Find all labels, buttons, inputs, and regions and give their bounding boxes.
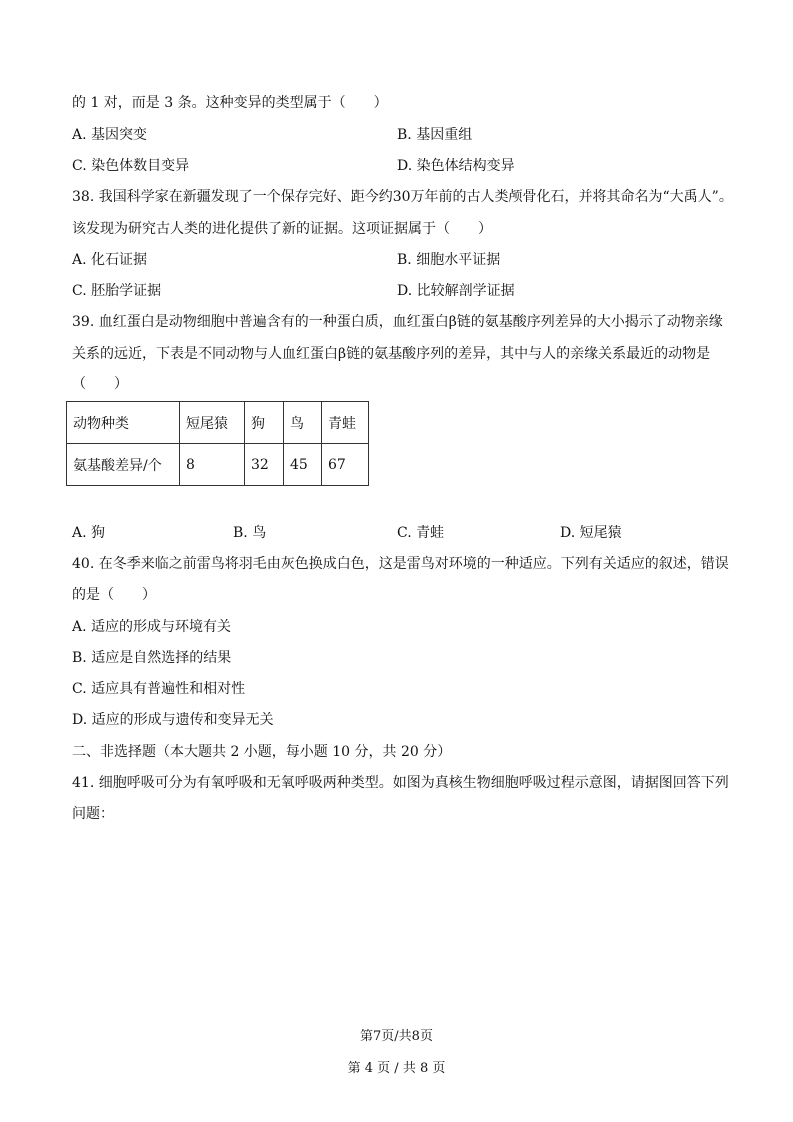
- q40-option-c: C. 适应具有普遍性和相对性: [72, 681, 246, 697]
- page-footer-inner: 第7页/共8页: [360, 1029, 433, 1044]
- q39-option-a: A. 狗: [72, 525, 106, 541]
- q39-text-1: 39. 血红蛋白是动物细胞中普遍含有的一种蛋白质，血红蛋白β链的氨基酸序列差异的大小揭示了动物亲缘: [72, 314, 723, 330]
- q40-text-1: 40. 在冬季来临之前雷鸟将羽毛由灰色换成白色，这是雷鸟对环境的一种适应。下列有关适应的叙述，错误: [72, 556, 729, 572]
- q40-option-d: D. 适应的形成与遗传和变异无关: [72, 712, 274, 728]
- amino-acid-table: [66, 401, 369, 486]
- table-row: [67, 444, 369, 486]
- q40-text-2: 的是（ ）: [72, 587, 156, 603]
- table-cell: 8: [180, 444, 245, 486]
- table-cell: 氨基酸差异/个: [67, 444, 180, 486]
- q38-option-a: A. 化石证据: [72, 252, 148, 268]
- table-cell: 狗: [245, 402, 284, 444]
- q39-option-c: C. 青蛙: [397, 525, 445, 541]
- q40-option-a: A. 适应的形成与环境有关: [72, 619, 232, 635]
- q38-text-2: 该发现为研究古人类的进化提供了新的证据。这项证据属于（ ）: [72, 221, 492, 237]
- q39-text-2: 关系的远近，下表是不同动物与人血红蛋白β链的氨基酸序列的差异，其中与人的亲缘关系最近的动物是: [72, 346, 711, 362]
- table-cell: 短尾猿: [180, 402, 245, 444]
- q39-option-b: B. 鸟: [233, 525, 267, 541]
- table-row: [67, 402, 369, 444]
- q37-option-b: B. 基因重组: [397, 127, 473, 143]
- page-footer-outer: 第 4 页 / 共 8 页: [347, 1061, 446, 1076]
- q39-option-d: D. 短尾猿: [560, 525, 622, 541]
- table-cell: 45: [284, 444, 322, 486]
- q37-option-a: A. 基因突变: [72, 127, 148, 143]
- q37-option-c: C. 染色体数目变异: [72, 158, 190, 174]
- q37-text: 的 1 对，而是 3 条。这种变异的类型属于（ ）: [72, 95, 388, 111]
- q41-text-2: 问题：: [72, 806, 114, 822]
- table-cell: 32: [245, 444, 284, 486]
- q38-option-c: C. 胚胎学证据: [72, 283, 162, 299]
- q38-text-1: 38. 我国科学家在新疆发现了一个保存完好、距今约30万年前的古人类颅骨化石，并将其命名为“大禹人”。: [72, 189, 733, 205]
- table-cell: 动物种类: [67, 402, 180, 444]
- q37-option-d: D. 染色体结构变异: [397, 158, 515, 174]
- q40-option-b: B. 适应是自然选择的结果: [72, 650, 232, 666]
- table-cell: 青蛙: [322, 402, 369, 444]
- table-cell: 鸟: [284, 402, 322, 444]
- table-cell: 67: [322, 444, 369, 486]
- section-heading: 二、非选择题（本大题共 2 小题，每小题 10 分，共 20 分）: [72, 744, 452, 760]
- q39-text-3: （ ）: [72, 376, 128, 392]
- q38-option-b: B. 细胞水平证据: [397, 252, 501, 268]
- q38-option-d: D. 比较解剖学证据: [397, 283, 515, 299]
- q41-text-1: 41. 细胞呼吸可分为有氧呼吸和无氧呼吸两种类型。如图为真核生物细胞呼吸过程示意图，请据图回答下列: [72, 775, 729, 791]
